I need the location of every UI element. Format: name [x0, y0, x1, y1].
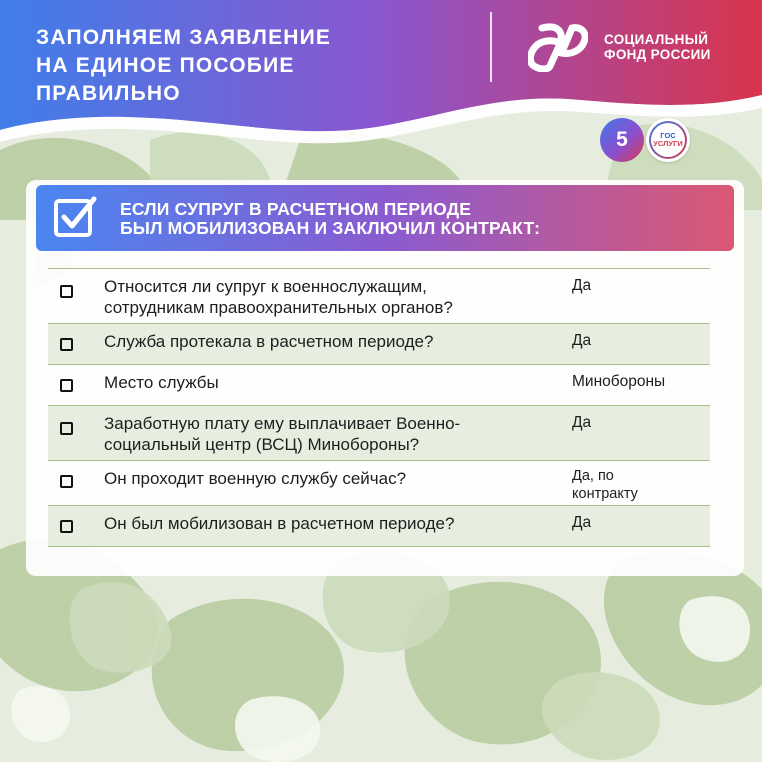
badges [600, 118, 695, 162]
checkbox-icon [60, 475, 73, 488]
number-badge: 5 [600, 118, 644, 162]
social-fund-logo-text [604, 32, 711, 62]
checkbox-checked-icon [52, 193, 100, 241]
answer-line: Да [572, 277, 592, 294]
answer-line: Да [572, 414, 592, 431]
question-text [104, 413, 564, 455]
checklist-row [48, 324, 710, 365]
question-text [104, 331, 564, 352]
answer-text [572, 514, 706, 532]
checkbox-icon [60, 379, 73, 392]
answer-line: Да [572, 514, 592, 531]
header-title-line: ПРАВИЛЬНО [36, 82, 181, 105]
checklist-row [48, 406, 710, 461]
logo-line: ФОНД РОССИИ [604, 47, 711, 62]
question-text [104, 513, 564, 534]
header-title [36, 24, 456, 108]
question-line: Он проходит военную службу сейчас? [104, 469, 407, 488]
answer-text [572, 414, 706, 432]
question-text [104, 276, 564, 318]
checklist-row [48, 268, 710, 324]
answer-text [572, 277, 706, 295]
banner-line: БЫЛ МОБИЛИЗОВАН И ЗАКЛЮЧИЛ КОНТРАКТ: [120, 218, 541, 238]
gosuslugi-line: УСЛУГИ [653, 139, 683, 148]
logo-line: СОЦИАЛЬНЫЙ [604, 32, 709, 47]
banner-title [120, 200, 540, 238]
question-line: социальный центр (ВСЦ) Минобороны? [104, 435, 420, 454]
social-fund-logo-icon [528, 22, 588, 72]
question-line: сотрудникам правоохранительных органов? [104, 298, 453, 317]
banner-line: ЕСЛИ СУПРУГ В РАСЧЕТНОМ ПЕРИОДЕ [120, 199, 472, 219]
question-line: Служба протекала в расчетном периоде? [104, 332, 434, 351]
answer-text [572, 332, 706, 350]
checklist-card [26, 180, 744, 576]
question-line: Заработную плату ему выплачивает Военно- [104, 414, 461, 433]
checklist-row [48, 461, 710, 506]
header-title-line: НА ЕДИНОЕ ПОСОБИЕ [36, 54, 295, 77]
gosuslugi-line: ГОС [660, 131, 676, 140]
question-text [104, 372, 564, 393]
checklist-row [48, 506, 710, 547]
header-title-line: ЗАПОЛНЯЕМ ЗАЯВЛЕНИЕ [36, 26, 332, 49]
answer-line: Минобороны [572, 373, 666, 390]
section-banner [36, 185, 734, 251]
question-line: Место службы [104, 373, 219, 392]
checkbox-icon [60, 422, 73, 435]
answer-line: контракту [572, 486, 638, 502]
answer-line: Да, по [572, 468, 614, 484]
checkbox-icon [60, 285, 73, 298]
checkbox-icon [60, 338, 73, 351]
header-divider [490, 12, 492, 82]
checklist-row [48, 365, 710, 406]
answer-line: Да [572, 332, 592, 349]
question-line: Относится ли супруг к военнослужащим, [104, 277, 427, 296]
question-line: Он был мобилизован в расчетном периоде? [104, 514, 455, 533]
question-text [104, 468, 564, 489]
answer-text [572, 467, 706, 503]
answer-text [572, 373, 706, 391]
checkbox-icon [60, 520, 73, 533]
gosuslugi-logo [646, 118, 690, 162]
checklist-rows [48, 268, 710, 547]
